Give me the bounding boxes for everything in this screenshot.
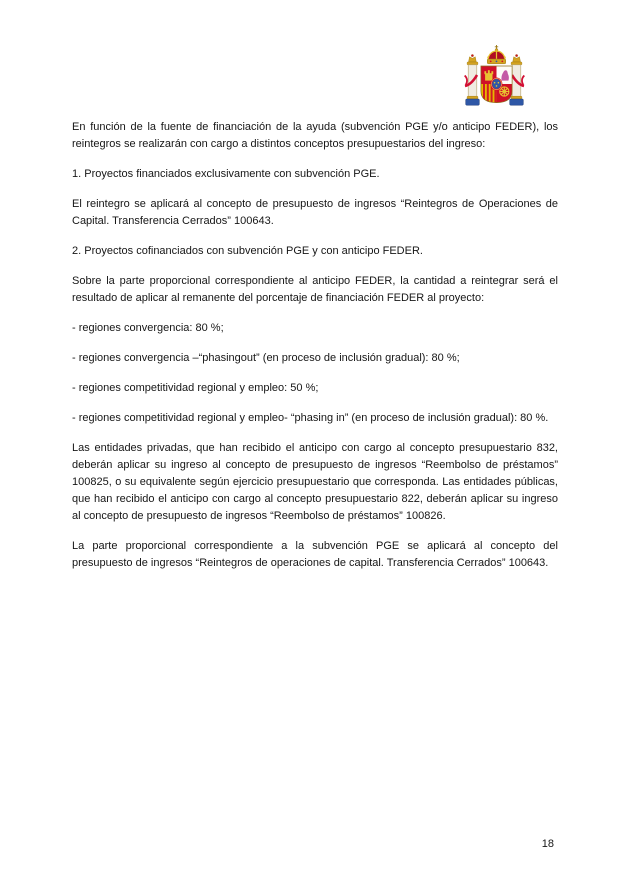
spain-coat-of-arms-icon xyxy=(463,44,526,106)
page-number: 18 xyxy=(541,838,554,850)
spain-coat-of-arms xyxy=(463,44,526,106)
paragraph-region-competitividad: - regiones competitividad regional y empleo: 50 %; xyxy=(72,382,319,394)
document-body xyxy=(72,119,558,585)
royal-crown-icon xyxy=(487,45,506,64)
navarre-chains-icon xyxy=(500,87,509,96)
paragraph-sobre-la-parte: Sobre la parte proporcional correspondiente al anticipo FEDER, la cantidad a reintegrar será el resultado de aplicar al remanente del porcentaje de financiación FEDER al proyecto: xyxy=(72,275,558,304)
paragraph-entidades: Las entidades privadas, que han recibido el anticipo con cargo al concepto presupuestario 832, deberán aplicar su ingreso al concepto de presupuesto de ingresos “Reembolso de préstamos” 100825, o su equivalente según ejercicio presupuestario que corresponda. Las entidades públicas, que han recibido el anticipo con cargo al concepto presupuestario 822, deberán aplicar su ingreso al concepto de presupuesto de ingresos “Reembolso de préstamos” 100826. xyxy=(72,442,558,522)
paragraph-item-2: 2. Proyectos cofinanciados con subvención PGE y con anticipo FEDER. xyxy=(72,245,423,257)
paragraph-region-phasing-in: - regiones competitividad regional y empleo- “phasing in” (en proceso de inclusión gradual): 80 %. xyxy=(72,412,549,424)
paragraph-region-convergencia: - regiones convergencia: 80 %; xyxy=(72,322,224,334)
paragraph-intro: En función de la fuente de financiación de la ayuda (subvención PGE y/o anticipo FEDER), los reintegros se realizarán con cargo a distintos conceptos presupuestarios del ingreso: xyxy=(72,121,558,150)
pillar-left-icon xyxy=(465,54,480,105)
paragraph-item-1: 1. Proyectos financiados exclusivamente con subvención PGE. xyxy=(72,168,380,180)
paragraph-region-phasingout: - regiones convergencia –“phasingout” (en proceso de inclusión gradual): 80 %; xyxy=(72,352,460,364)
paragraph-parte-proporcional: La parte proporcional correspondiente a la subvención PGE se aplicará al concepto del presupuesto de ingresos “Reintegros de operaciones de capital. Transferencia Cerrados” 100643. xyxy=(72,540,558,569)
castile-castle-icon xyxy=(484,70,493,80)
paragraph-reintegro: El reintegro se aplicará al concepto de presupuesto de ingresos “Reintegros de Operaciones de Capital. Transferencia Cerrados” 100643. xyxy=(72,198,558,227)
shield-icon xyxy=(481,66,512,103)
